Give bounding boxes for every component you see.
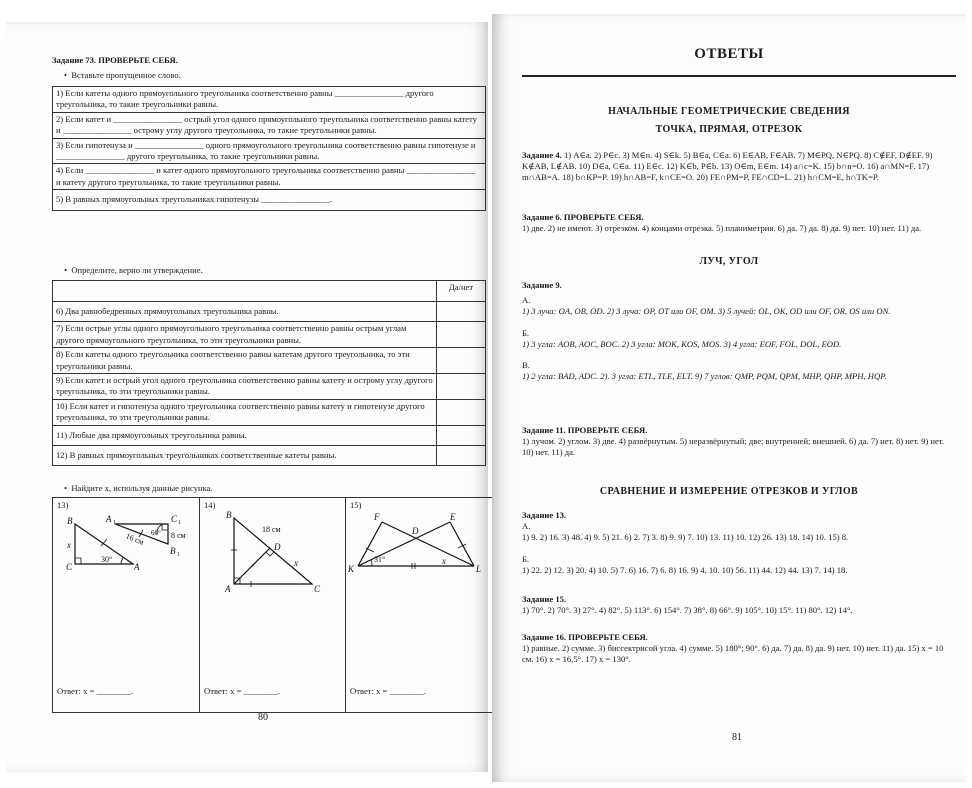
statement: 9) Если катет и острый угол одного треугольника соответственно равны катету и острому углу другого треугольника, то эти треугольники равны. (53, 374, 437, 400)
task-16-answers: Задание 16. ПРОВЕРЬТЕ СЕБЯ. 1) равные. 2) сумме. 3) биссектрисой угла. 4) сумме. 5) 180°; 90°. 6) да. 7) да. 8) да. 9) нет. 10) нет. 11) да. 15) x = 10 см. 16) x = 16,5°. 17) x = 130°. (522, 632, 944, 665)
figure-13-drawing (53, 512, 199, 582)
leg-label: 8 см (171, 531, 186, 540)
figure-number: 15) (350, 500, 362, 510)
fill-item: 2) Если катет и ________________ острый угол одного прямоугольного треугольника соответственно равны катету и ________________ острому углу другого треугольника, то такие треугольники равны. (53, 112, 486, 138)
vertex-label: D (412, 526, 419, 536)
vertex-label: D (274, 542, 281, 552)
side-label: x (442, 556, 446, 566)
yes-no-header: Да/нет (437, 281, 486, 302)
page-number: 80 (258, 712, 268, 723)
section3-prompt: • Найдите x, используя данные рисунка. (64, 483, 213, 493)
vertex-label: E (450, 512, 456, 522)
task-11-answers: Задание 11. ПРОВЕРЬТЕ СЕБЯ. 1) лучом. 2) углом. 3) две. 4) развёрнутым. 5) неразвёрнутый; две; внутренней; внешней. 6) да. 7) нет. 8) нет. 9) нет. 10) нет. 11) да. (522, 425, 945, 458)
title-divider (522, 75, 956, 77)
answers-title: ОТВЕТЫ (694, 46, 764, 62)
vertex-label: B (67, 516, 73, 526)
subsection-heading: ТОЧКА, ПРЯМАЯ, ОТРЕЗОК (655, 124, 803, 135)
statement: 7) Если острые углы одного прямоугольного треугольника соответственно равны острым углам другого прямоугольного треугольника, то эти треугольники равны. (53, 322, 437, 348)
statement: 6) Два равнобедренных прямоугольных треугольника равны. (53, 302, 437, 322)
statement: 10) Если катет и гипотенуза одного треугольника соответственно равны катету и гипотенузе другого треугольника, то эти треугольники равны. (53, 399, 437, 425)
left-page (6, 22, 488, 772)
vertex-label: B (170, 546, 176, 556)
figure-14-drawing (200, 508, 346, 598)
answer-line: Ответ: x = ________. (204, 686, 281, 696)
vertex-label: B (226, 510, 232, 520)
task-9-answers: Задание 9. А. 1) 3 луча: OA, OB, OD. 2) 3 луча: OP, OT или OF, OM. 3) 5 лучей: OL, OK, OD или OF, OR, OS или ON. Б. 1) 3 угла: AOB, AOC, BOC. 2) 3 угла: MOK, KOS, MOS. 3) 4 угла: EOF, FOL, DOL, EOD. В. 1) 2 угла: BAD, ADC. 2). 3 угла: ETL, TLE, ELT. 9) 7 углов: QMP, PQM, QPM, MHP, QHP, MPH, HQP. (522, 280, 891, 382)
svg-text:1: 1 (177, 552, 180, 558)
vertex-label: C (66, 562, 73, 572)
fill-item: 3) Если гипотенуза и ________________ одного прямоугольного треугольника соответственно равны гипотенузе и ________________ другого треугольника, то такие треугольники равны. (53, 138, 486, 164)
vertex-label: A (106, 514, 112, 524)
section1-prompt: • Вставьте пропущенное слово. (64, 70, 181, 80)
figures-table (52, 497, 496, 713)
figure-15-drawing (346, 508, 496, 588)
vertex-label: A (134, 562, 140, 572)
fill-item: 5) В равных прямоугольных треугольниках гипотенузы ________________. (53, 190, 486, 210)
true-false-table (52, 280, 486, 466)
fill-in-table (52, 86, 486, 211)
right-page (492, 14, 966, 782)
task-13-answers: Задание 13. А. 1) 9. 2) 16. 3) 48. 4) 9. 5) 21. 6) 2. 7) 3. 8) 9. 9) 7. 10) 13. 11) 10. 12) 26. 13) 18. 14) 10. 15) 8. Б. 1) 22. 2) 12. 3) 20. 4) 10. 5) 7. 6) 16. 7) 6. 8) 16. 9) 4, 10. 10) 56. 11) 44. 12) 44. 13) 7. 14) 18. (522, 510, 849, 575)
figure-15 (345, 498, 496, 712)
answer-line: Ответ: x = ________. (57, 686, 134, 696)
statement: 11) Любые два прямоугольных треугольника равны. (53, 425, 437, 445)
angle-label: 60° (151, 529, 161, 537)
vertex-label: L (476, 564, 482, 574)
length-label: 18 см (262, 525, 281, 534)
subsection-heading: ЛУЧ, УГОЛ (699, 256, 759, 267)
side-label: x (67, 540, 71, 550)
vertex-label: K (348, 564, 355, 574)
task-4-answers: Задание 4. 1) A∈a. 2) P∈c. 3) M∈n. 4) S∈k. 5) B∈a, C∈a. 6) E∈AB, F∈AB. 7) M∈PQ, N∈PQ. 8) C∉EF, D∉EF. 9) K∉AB, L∉AB. 10) D∈a, C∈a. 11) E∈c. 12) K∈b, P∈b. 13) O∈m, E∈m. 14) a∩c=K. 15) b∩n=O. 16) a∩MN=F. 17) m∩AB=A. 18) b∩KP=P. 19) h∩AB=F, k∩CE=O. 20) FE∩PM=P, FE∩CD=L. 21) h∩CM=E, h∩TK=P. (522, 150, 933, 183)
vertex-label: A (225, 584, 231, 594)
statement: 8) Если катеты одного треугольника соответственно равны катетам другого треугольника, то эти треугольники равны. (53, 348, 437, 374)
statement: 12) В равных прямоугольных треугольниках соответственные катеты равны. (53, 446, 437, 466)
fill-item: 4) Если ________________ и катет одного прямоугольного треугольника соответственно равны ________________ и катету другого треугольника, то такие треугольники равны. (53, 164, 486, 190)
svg-text:1: 1 (113, 520, 116, 526)
figure-number: 13) (57, 500, 69, 510)
angle-label: 30° (101, 555, 113, 564)
figure-number: 14) (204, 500, 216, 510)
subsection-heading: СРАВНЕНИЕ И ИЗМЕРЕНИЕ ОТРЕЗКОВ И УГЛОВ (599, 486, 859, 497)
answer-line: Ответ: x = ________. (350, 686, 427, 696)
page-number: 81 (732, 732, 742, 743)
section2-prompt: • Определите, верно ли утверждение. (64, 265, 203, 275)
figure-14 (199, 498, 346, 712)
vertex-label: C (314, 584, 321, 594)
vertex-label: C (171, 514, 178, 524)
figure-13 (53, 498, 199, 712)
side-label: x (294, 558, 298, 568)
task-6-answers: Задание 6. ПРОВЕРЬТЕ СЕБЯ. 1) две. 2) не имеют. 3) отрезком. 4) концами отрезка. 5) планиметрия. 6) да. 7) да. 8) да. 9) нет. 10) нет. 11) да. (522, 212, 922, 234)
task-title: Задание 73. ПРОВЕРЬТЕ СЕБЯ. (52, 55, 178, 65)
vertex-label: F (374, 512, 380, 522)
svg-text:1: 1 (178, 520, 181, 526)
section-heading: НАЧАЛЬНЫЕ ГЕОМЕТРИЧЕСКИЕ СВЕДЕНИЯ (608, 106, 850, 117)
hyp-label: 16 см (124, 531, 146, 547)
task-15-answers: Задание 15. 1) 70°. 2) 70°. 3) 27°. 4) 82°. 5) 113°. 6) 154°. 7) 38°. 8) 66°. 9) 105°. 10) 15°. 11) 80°. 12) 14°. (522, 594, 853, 616)
angle-label: 31° (374, 555, 386, 564)
fill-item: 1) Если катеты одного прямоугольного треугольника соответственно равны ________________ другого треугольника, то такие треугольники равны. (53, 87, 486, 113)
